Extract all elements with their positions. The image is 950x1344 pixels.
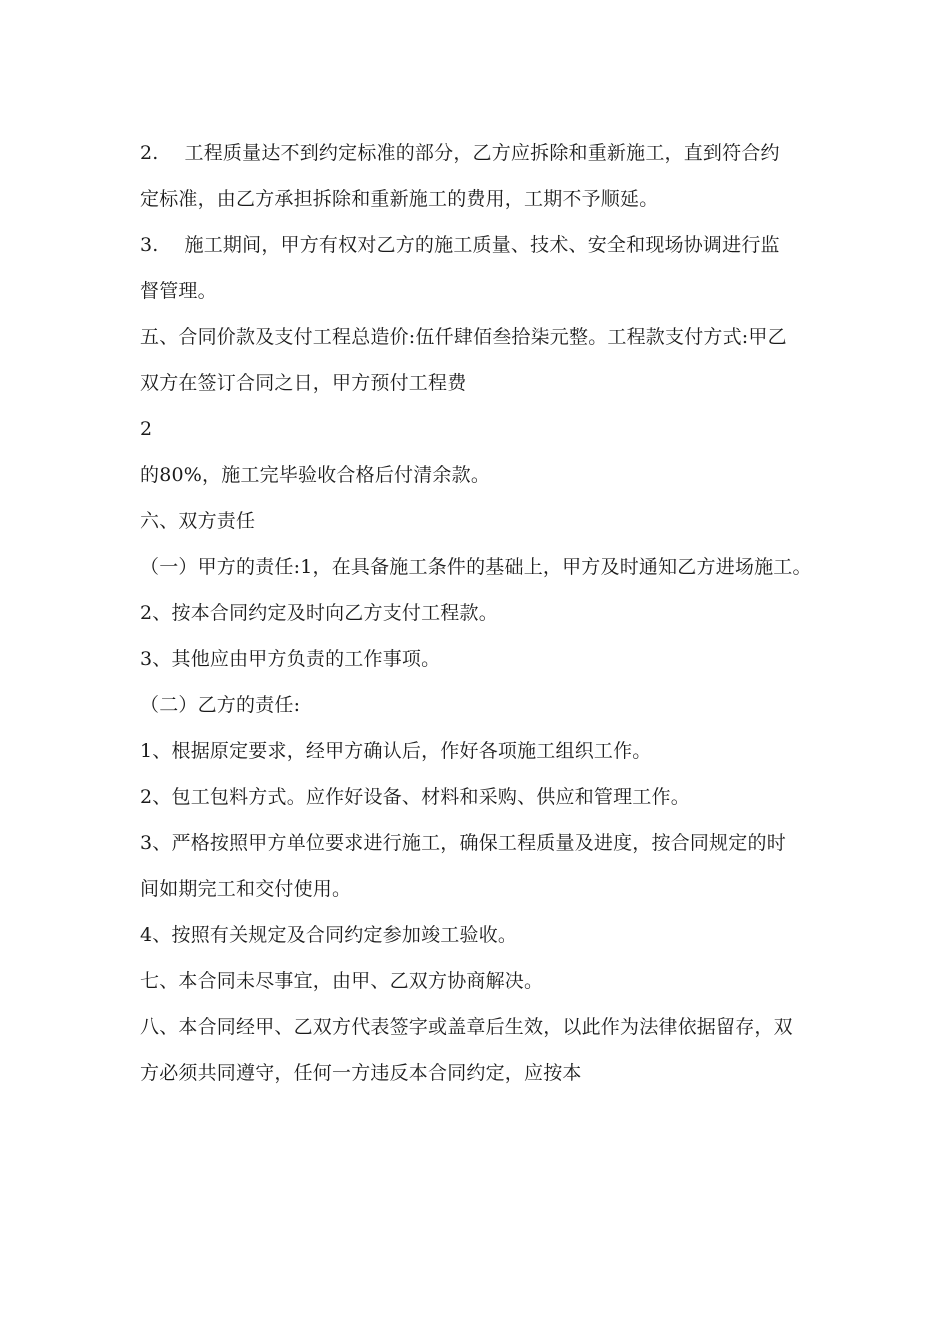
section-5-line-2: 双方在签订合同之日，甲方预付工程费 (140, 372, 467, 394)
party-b-item-3-line-1: 3、严格按照甲方单位要求进行施工，确保工程质量及进度，按合同规定的时 (140, 832, 786, 854)
party-b-item-3-line-2: 间如期完工和交付使用。 (140, 878, 352, 900)
party-a-item-3: 3、其他应由甲方负责的工作事项。 (140, 648, 441, 670)
party-a-item-2: 2、按本合同约定及时向乙方支付工程款。 (140, 602, 498, 624)
clause-number: 2. (140, 142, 159, 164)
clause-number: 3. (140, 234, 159, 256)
section-8-line-1: 八、本合同经甲、乙双方代表签字或盖章后生效，以此作为法律依据留存，双 (140, 1016, 793, 1038)
clause-text: 工程质量达不到约定标准的部分，乙方应拆除和重新施工，直到符合约 (184, 142, 780, 164)
clause-2-line-2: 定标准，由乙方承担拆除和重新施工的费用，工期不予顺延。 (140, 188, 659, 210)
party-b-item-2: 2、包工包料方式。应作好设备、材料和采购、供应和管理工作。 (140, 786, 690, 808)
section-7: 七、本合同未尽事宜，由甲、乙双方协商解决。 (140, 970, 544, 992)
section-5-line-3: 的80%，施工完毕验收合格后付清余款。 (140, 464, 491, 486)
section-5-line-1: 五、合同价款及支付工程总造价:伍仟肆佰叁拾柒元整。工程款支付方式:甲乙 (140, 326, 787, 348)
section-6-heading: 六、双方责任 (140, 510, 256, 532)
page-number: 2 (140, 418, 153, 440)
party-a-responsibility: （一）甲方的责任:1，在具备施工条件的基础上，甲方及时通知乙方进场施工。 (140, 556, 812, 578)
party-b-responsibility-heading: （二）乙方的责任: (140, 694, 301, 716)
clause-text: 施工期间，甲方有权对乙方的施工质量、技术、安全和现场协调进行监 (184, 234, 780, 256)
clause-2-line-1 (140, 141, 780, 165)
clause-3-line-1 (140, 233, 780, 257)
clause-3-line-2: 督管理。 (140, 280, 217, 302)
section-8-line-2: 方必须共同遵守，任何一方违反本合同约定，应按本 (140, 1062, 582, 1084)
party-b-item-4: 4、按照有关规定及合同约定参加竣工验收。 (140, 924, 518, 946)
party-b-item-1: 1、根据原定要求，经甲方确认后，作好各项施工组织工作。 (140, 740, 652, 762)
